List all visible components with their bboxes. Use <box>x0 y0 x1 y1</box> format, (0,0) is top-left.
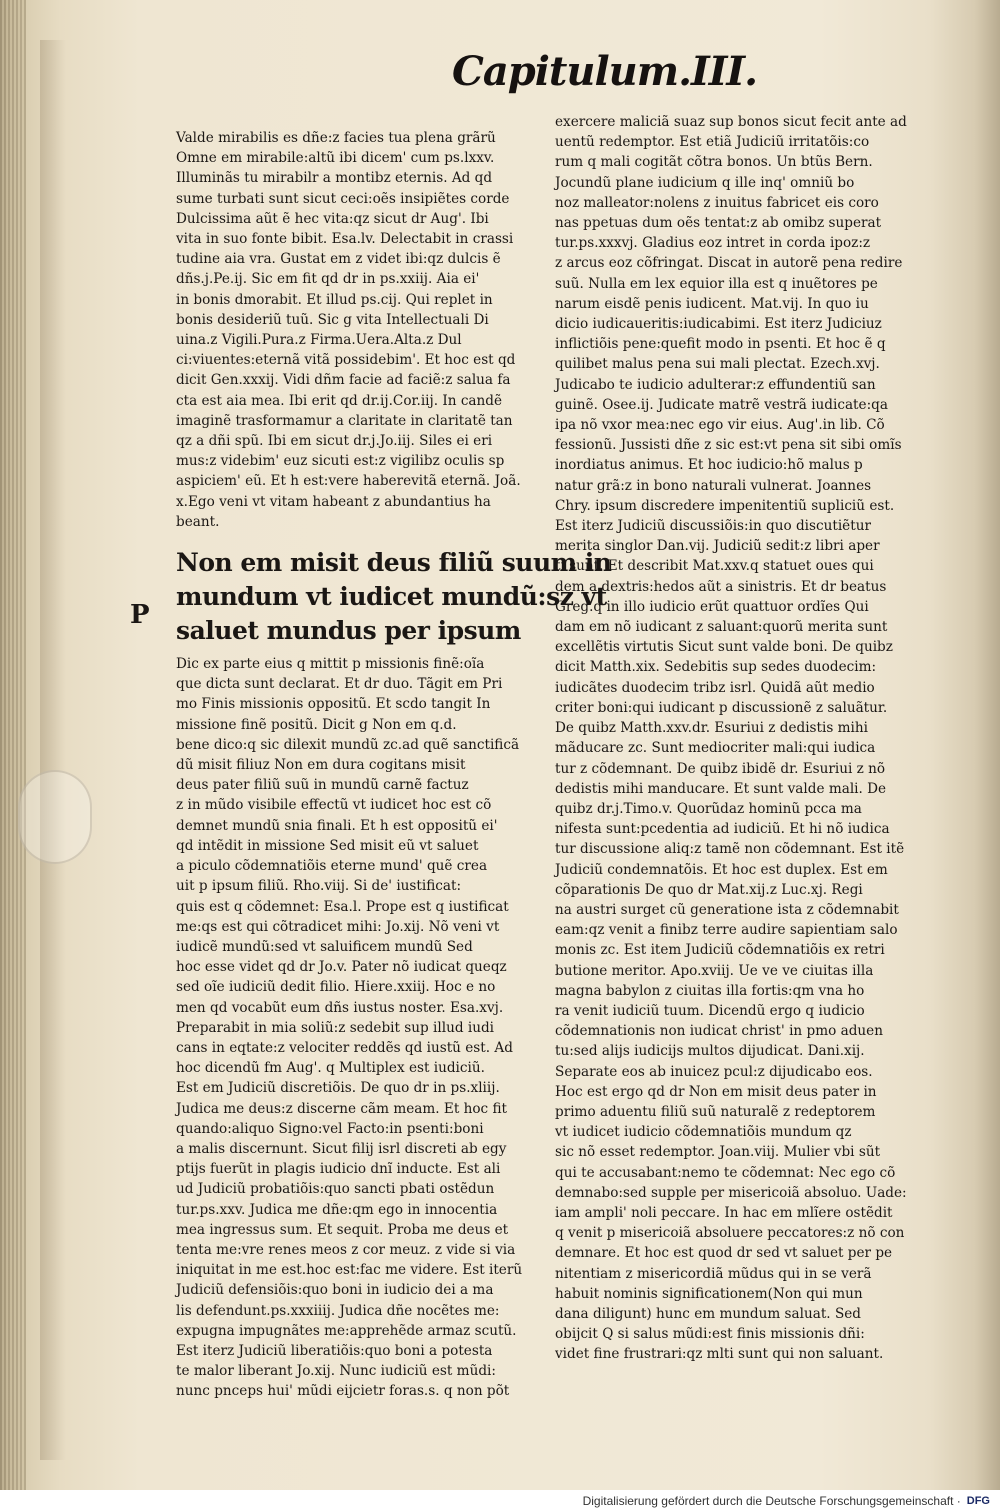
left_column.para1-line: dicit Gen.xxxij. Vidi dñm facie ad faciẽ:z salua fa <box>176 372 511 389</box>
left_column.para2-line: ud Judiciũ probatiõis:quo sancti pbati ostẽdun <box>176 1181 495 1198</box>
right_column.lines-line: dicio iudicaueritis:iudicabimi. Est iterz Judiciuz <box>555 316 882 333</box>
right_column.lines-line: ra venit iudiciũ tuum. Dicendũ ergo q iudicio <box>555 1002 865 1019</box>
left_column.verse-line: Non em misit deus filiũ suum in <box>176 548 612 578</box>
left_column.para1-line: aspiciem' eũ. Et h est:vere haberevitã eternã. Joã. <box>176 473 521 490</box>
left_column.para2-line: cans in eqtate:z velociter reddẽs qd iustũ est. Ad <box>176 1039 513 1056</box>
left_column.para2-line: missione finẽ positũ. Dicit g Non em q.d. <box>176 716 457 733</box>
right-column <box>555 112 915 1365</box>
left_column.para1-line: uina.z Vigili.Pura.z Firma.Uera.Alta.z Dul <box>176 332 462 349</box>
left_column.para2-line: dũ misit filiuz Non em dura cogitans misit <box>176 757 466 774</box>
right_column.lines-line: tur.ps.xxxvj. Gladius eoz intret in corda ipoz:z <box>555 235 871 252</box>
right_column.lines-line: Hoc est ergo qd dr Non em misit deus pater in <box>555 1083 877 1100</box>
right_column.lines-line: nifesta sunt:pcedentia ad iudiciũ. Et hi nõ iudica <box>555 821 890 838</box>
left_column.para2-line: z in mũdo visibile effectũ vt iudicet hoc est cõ <box>176 797 492 814</box>
left_column.verse-line: mundum vt iudicet mundũ:sz vt <box>176 582 607 612</box>
left_column.para2-line: mo Finis missionis oppositũ. Et scdo tangit In <box>176 696 491 713</box>
left_column.para1-line: Valde mirabilis es dñe:z facies tua plena grãrũ <box>176 130 496 146</box>
left_column.para2-line: iudicẽ mundũ:sed vt saluificem mundũ Sed <box>176 938 473 955</box>
left_column.para1-line: x.Ego veni vt vitam habeant z abundantius ha <box>176 493 491 510</box>
right_column.lines-line: ti sunt. Et describit Mat.xxv.q statuet oues qui <box>555 558 874 575</box>
left_column.para2-line: quando:aliquo Signo:vel Facto:in psenti:boni <box>176 1120 484 1137</box>
right_column.lines-line: tur z cõdemnant. De quibz ibidẽ dr. Esuriui z nõ <box>555 760 886 777</box>
right_column.lines-line: dana diligunt) hunc em mundum saluat. Sed <box>555 1305 862 1322</box>
footer-bar <box>0 1490 1000 1512</box>
left-column <box>176 128 612 1402</box>
right_column.lines-line: iam ampli' noli peccare. In hac em mlĩere ostẽdit <box>555 1204 893 1221</box>
right_column.lines-line: quibz dr.j.Timo.v. Quorũdaz hominũ pcca ma <box>555 800 862 817</box>
right_column.lines-line: guinẽ. Osee.ij. Judicate matrẽ vestrã iudicate:qa <box>555 396 888 413</box>
right_column.lines-line: rum q mali cogitãt cõtra bonos. Un btũs Bern. <box>555 154 873 171</box>
right_column.lines-line: Greg.q in illo iudicio erũt quattuor ordĩes Qui <box>555 598 869 615</box>
page-gutter-shadow <box>40 40 66 1460</box>
chapter-heading: Capitulum.III. <box>452 48 758 95</box>
left_column.para1-line: in bonis dmorabit. Et illud ps.cij. Qui replet in <box>176 291 493 308</box>
right_column.lines-line: demnabo:sed supple per misericoiã absoluo. Uade: <box>555 1184 907 1201</box>
left_column.para2-line: quis est q cõdemnet: Esa.l. Prope est q iustificat <box>176 898 509 915</box>
right_column.lines-line: criter boni:qui iudicant p discussionẽ z saluãtur. <box>555 699 888 716</box>
right_column.lines-line: sic nõ esset redemptor. Joan.viij. Mulier vbi sũt <box>555 1144 881 1161</box>
left_column.para2-line: Est em Judiciũ discretiõis. De quo dr in ps.xliij. <box>176 1080 500 1097</box>
right_column.lines-line: dam em nõ iudicant z saluant:quorũ merita sunt <box>555 619 888 636</box>
left_column.para2-line: hoc dicendũ fm Aug'. q Multiplex est iudiciũ. <box>176 1060 485 1077</box>
right_column.lines-line: Judicabo te iudicio adulterar:z effundentiũ san <box>555 376 876 393</box>
left_column.para2-line: expugna impugnãtes me:apprehẽde armaz scutũ. <box>176 1322 517 1339</box>
right_column.lines-line: Separate eos ab inuicez pcul:z dijudicabo eos. <box>555 1063 873 1080</box>
page-edges <box>0 0 26 1490</box>
left_column.para1-line: vita in suo fonte bibit. Esa.lv. Delectabit in crassi <box>176 231 514 248</box>
right_column.lines-line: narum eisdẽ penis iudicent. Mat.vij. In quo iu <box>555 295 869 312</box>
right_column.lines-line: noz malleator:nolens z inuitus fabricet eis coro <box>555 194 879 211</box>
right_column.lines-line: De quibz Matth.xxv.dr. Esuriui z dedistis mihi <box>555 720 868 737</box>
right_column.lines-line: demnare. Et hoc est quod dr sed vt saluet per pe <box>555 1245 893 1262</box>
left_column.para2-line: Judica me deus:z discerne cãm meam. Et hoc fit <box>176 1100 508 1117</box>
right_column.lines-line: na austri surget cũ generatione ista z cõdemnabit <box>555 901 899 918</box>
left_column.para1-line: Dulcissima aũt ẽ hec vita:qz sicut dr Aug'. Ibi <box>176 210 489 227</box>
left_column.para2-line: qd intẽdit in missione Sed misit eũ vt saluet <box>176 837 479 854</box>
left_column.para1-line: qz a dñi spũ. Ibi em sicut dr.j.Jo.iij. Siles ei eri <box>176 433 493 450</box>
right_column.lines-line: q venit p misericoiã absoluere peccatores:z nõ con <box>555 1225 905 1242</box>
right_column.lines-line: cõparationis De quo dr Mat.xij.z Luc.xj. Regi <box>555 881 863 898</box>
right_column.lines-line: inflictiõis pene:quefit modo in psenti. Et hoc ẽ q <box>555 336 886 353</box>
right_column.lines-line: Jocundũ plane iudicium q ille inq' omniũ bo <box>555 174 855 191</box>
right_column.lines-line: magna babylon z ciuitas illa fortis:qm vna ho <box>555 982 865 999</box>
right_column.lines-line: uentũ redemptor. Est etiã Judiciũ irritatõis:co <box>555 134 870 151</box>
left_column.verse-line: saluet mundus per ipsum <box>176 616 521 646</box>
right_column.lines-line: Judiciũ condemnatõis. Et hoc est duplex. Est em <box>555 861 888 878</box>
left_column.para2-line: a malis discernunt. Sicut filij isrl discreti ab egy <box>176 1140 507 1157</box>
left_column.para2-line: demnet mundũ snia finali. Et h est oppositũ ei' <box>176 817 498 834</box>
left_column.para1-line: Illuminãs tu mirabilr a montibz eternis. Ad qd <box>176 170 493 187</box>
left_column.para2-line: Judiciũ defensiõis:quo boni in iudicio dei a ma <box>176 1282 494 1299</box>
left_column.para2-line: me:qs est qui cõtradicet mihi: Jo.xij. Nõ veni vt <box>176 918 500 935</box>
left_column.para1-line: sume turbati sunt sicut ceci:oẽs insipiẽtes corde <box>176 190 510 207</box>
right_column.lines-line: nas ppetuas dum oẽs tentat:z ab omibz superat <box>555 215 882 232</box>
left_column.para2-line: Dic ex parte eius q mittit p missionis finẽ:oĩa <box>176 656 485 673</box>
left_column.para2-line: Preparabit in mia soliũ:z sedebit sup illud iudi <box>176 1019 495 1036</box>
left_column.para2-line: uit p ipsum filiũ. Rho.viij. Si de' iustificat: <box>176 878 462 895</box>
left_column.para2-line: tenta me:vre renes meos z cor meuz. z vide si via <box>176 1241 516 1258</box>
right_column.lines-line: tur discussione aliq:z tamẽ non cõdemnant. Est itẽ <box>555 841 905 858</box>
right_column.lines-line: Est iterz Judiciũ discussiõis:in quo discutiẽtur <box>555 518 871 535</box>
right_column.lines-line: dedistis mihi manducare. Et sunt valde mali. De <box>555 780 887 797</box>
right_column.lines-line: eam:qz venit a finibz terre audire sapientiam salo <box>555 922 898 939</box>
left_column.para2-line: tur.ps.xxv. Judica me dñe:qm ego in innocentia <box>176 1201 498 1218</box>
right_column.lines-line: inordiatus animus. Et hoc iudicio:hõ malus p <box>555 457 863 474</box>
dfg-logo: DFG <box>966 1495 990 1507</box>
right_column.lines-line: iudicãtes duodecim tribz isrl. Quidã aũt medio <box>555 679 875 696</box>
right_column.lines-line: excellẽtis virtutis Sicut sunt valde boni. De quibz <box>555 639 893 656</box>
right_column.lines-line: ipa nõ vxor mea:nec ego vir eius. Aug'.in lib. Cõ <box>555 417 885 434</box>
right-paragraph <box>555 112 915 1365</box>
right_column.lines-line: natur grã:z in bono naturali vulnerat. Joannes <box>555 477 872 494</box>
left_column.para2-line: men qd vocabũt eum dñs iustus noster. Esa.xvj. <box>176 999 504 1016</box>
left_column.para2-line: nunc pnceps hui' mũdi eijcietr foras.s. q non põt <box>176 1383 510 1400</box>
left_column.para1-line: beant. <box>176 513 220 530</box>
left_column.para1-line: tudine aia vra. Gustat em z videt ibi:qz dulcis ẽ <box>176 251 501 268</box>
left_column.para2-line: hoc esse videt qd dr Jo.v. Pater nõ iudicat queqz <box>176 959 507 976</box>
left_column.para2-line: deus pater filiũ suũ in mundũ carnẽ factuz <box>176 777 469 794</box>
left_column.para1-line: Omne em mirabile:altũ ibi dicem' cum ps.lxxv. <box>176 150 495 167</box>
left_column.para1-line: imaginẽ trasformamur a claritate in claritatẽ tan <box>176 412 513 429</box>
left_column.para2-line: te malor liberant Jo.xij. Nunc iudiciũ est mũdi: <box>176 1363 496 1380</box>
right_column.lines-line: videt fine frustrari:qz mlti sunt qui non saluant. <box>555 1346 884 1363</box>
left_column.para2-line: que dicta sunt declarat. Et dr duo. Tãgit em Pri <box>176 676 503 693</box>
right_column.lines-line: primo aduentu filiũ suũ naturalẽ z redeptorem <box>555 1103 876 1120</box>
right_column.lines-line: z arcus eoz cõfringat. Discat in autorẽ pena redire <box>555 255 903 272</box>
right_column.lines-line: habuit nominis significationem(Non qui mun <box>555 1285 863 1302</box>
footer-credit: Digitalisierung gefördert durch die Deutsche Forschungsgemeinschaft · <box>582 1494 961 1508</box>
left-paragraph-2 <box>176 654 536 1402</box>
right_column.lines-line: suũ. Nulla em lex equior illa est q inuẽtores pe <box>555 275 878 292</box>
left_column.para2-line: bene dico:q sic dilexit mundũ zc.ad quẽ sanctificã <box>176 736 520 753</box>
left_column.para1-line: dñs.j.Pe.ij. Sic em fit qd dr in ps.xxiij. Aia ei' <box>176 271 480 288</box>
page-clip <box>18 770 92 864</box>
left_column.para1-line: mus:z videbim' euz sicuti est:z vigilibz oculis sp <box>176 453 505 470</box>
left_column.para1-line: ci:viuentes:eternã vitã possidebim'. Et hoc est qd <box>176 352 516 369</box>
left_column.para1-line: cta est aia mea. Ibi erit qd dr.ij.Cor.iij. In candẽ <box>176 392 503 409</box>
left_column.para2-line: iniquitat in me est.hoc est:fac me videre. Est iterũ <box>176 1262 523 1279</box>
marginal-note: P <box>130 600 150 630</box>
left_column.para2-line: sed oĩe iudiciũ dedit filio. Hiere.xxiij. Hoc e no <box>176 979 496 996</box>
right_column.lines-line: qui te accusabant:nemo te cõdemnat: Nec ego cõ <box>555 1164 896 1181</box>
right_column.lines-line: tu:sed alijs iudicijs multos dijudicat. Dani.xij. <box>555 1043 865 1060</box>
left_column.para2-line: Est iterz Judiciũ liberatiõis:quo boni a potesta <box>176 1342 493 1359</box>
right_column.lines-line: merita singlor Dan.vij. Judiciũ sedit:z libri aper <box>555 538 880 555</box>
left-paragraph-1 <box>176 128 536 532</box>
verse-heading <box>176 546 612 648</box>
left_column.para2-line: lis defendunt.ps.xxxiiij. Judica dñe nocẽtes me: <box>176 1302 500 1319</box>
left_column.para2-line: a piculo cõdemnatiõis eterne mund' quẽ crea <box>176 858 488 875</box>
right_column.lines-line: dem a dextris:hedos aũt a sinistris. Et dr beatus <box>555 578 887 595</box>
right_column.lines-line: Chry. ipsum discredere impenitentiũ supliciũ est. <box>555 497 895 514</box>
left_column.para2-line: mea ingressus sum. Et sequit. Proba me deus et <box>176 1221 509 1238</box>
right_column.lines-line: fessionũ. Jussisti dñe z sic est:vt pena sit sibi omĩs <box>555 437 902 454</box>
left_column.para1-line: bonis desideriũ tuũ. Sic g vita Intellectuali Di <box>176 311 489 328</box>
right_column.lines-line: mãducare zc. Sunt mediocriter mali:qui iudica <box>555 740 876 757</box>
right_column.lines-line: obijcit Q si salus mũdi:est finis missionis dñi: <box>555 1326 865 1343</box>
right_column.lines-line: quilibet malus pena sui mali plectat. Ezech.xvj. <box>555 356 880 373</box>
right_column.lines-line: vt iudicet iudicio cõdemnatiõis mundum qz <box>555 1124 852 1141</box>
right_column.lines-line: dicit Matth.xix. Sedebitis sup sedes duodecim: <box>555 659 877 676</box>
right_column.lines-line: butione meritor. Apo.xviij. Ue ve ve ciuitas illa <box>555 962 874 979</box>
left_column.para2-line: ptijs fuerũt in plagis iudicio dnĩ inducte. Est ali <box>176 1161 501 1178</box>
right_column.lines-line: cõdemnationis non iudicat christ' in pmo aduen <box>555 1023 883 1040</box>
right_column.lines-line: nitentiam z misericordiã mũdus qui in se verã <box>555 1265 872 1282</box>
right_column.lines-line: monis zc. Est item Judiciũ cõdemnatiõis ex retri <box>555 942 885 959</box>
right_column.lines-line: exercere maliciã suaz sup bonos sicut fecit ante ad <box>555 114 907 130</box>
